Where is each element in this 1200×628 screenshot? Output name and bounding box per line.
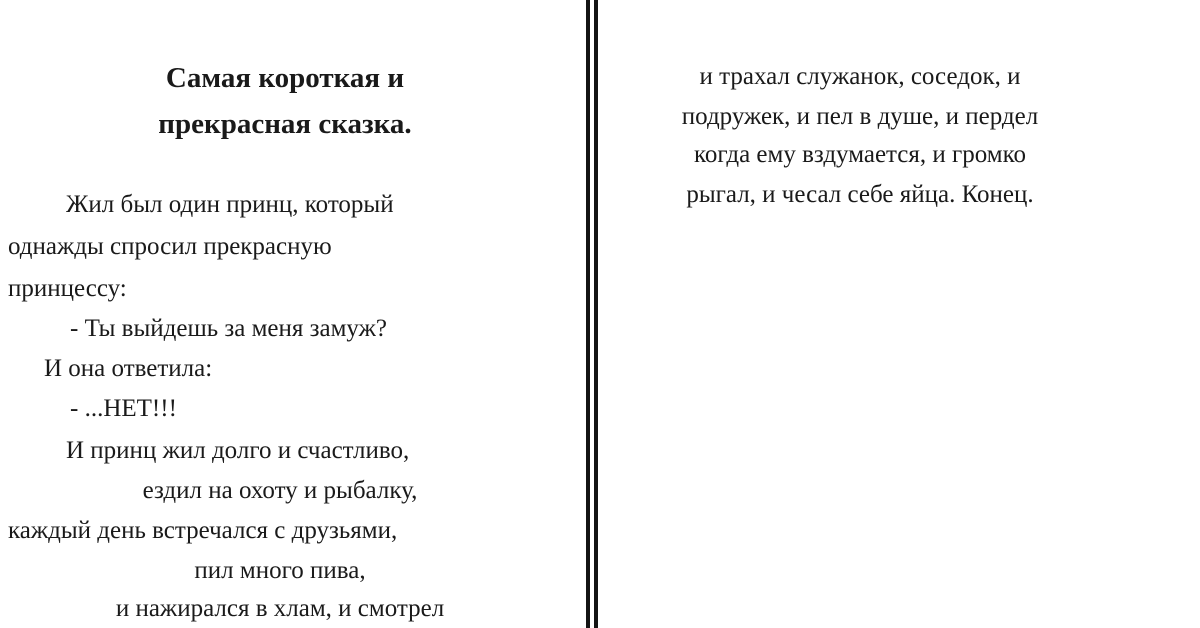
page-divider-right [594,0,598,628]
text-line-3: принцессу: [8,275,127,302]
text-line-4: - Ты выйдешь за меня замуж? [70,315,387,342]
right-text-line-1: и трахал служанок, соседок, и [699,63,1021,90]
text-line-1: Жил был один принц, который [66,191,394,218]
right-text-line-4: рыгал, и чесал себе яйца. Конец. [686,181,1034,208]
page-divider-left [586,0,590,628]
right-text-line-2: подружек, и пел в душе, и пердел [681,103,1039,130]
text-line-10: пил много пива, [194,557,366,584]
left-page [0,0,584,628]
text-line-9: каждый день встречался с друзьями, [8,517,398,544]
text-line-7: И принц жил долго и счастливо, [66,437,410,464]
right-page [600,0,1200,628]
right-text-line-3: когда ему вздумается, и громко [693,141,1026,168]
story-title [0,55,570,147]
text-line-6: - ...НЕТ!!! [70,395,177,422]
text-line-8: ездил на охоту и рыбалку, [142,477,418,504]
title-line-2: прекрасная сказка. [158,108,412,140]
text-line-2: однажды спросил прекрасную [8,233,332,260]
text-line-5: И она ответила: [44,355,213,382]
title-line-1: Самая короткая и [165,62,405,94]
text-line-11: и нажирался в хлам, и смотрел [115,595,445,622]
